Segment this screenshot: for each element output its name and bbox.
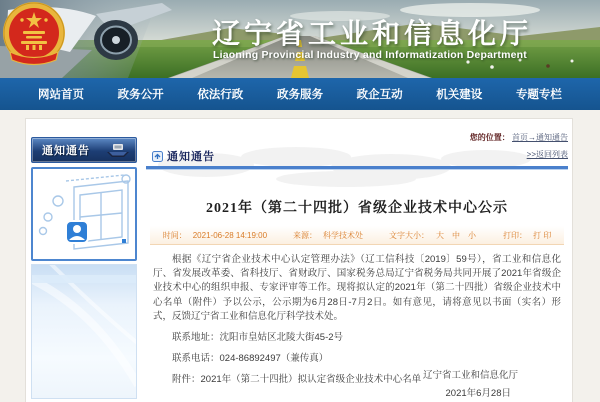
article-panel xyxy=(146,119,568,402)
nav-item-services[interactable]: 政务服务 xyxy=(276,89,323,101)
contact-phone: 联系电话：024-86892497（兼传真） xyxy=(172,353,329,365)
notice-illustration xyxy=(31,167,137,261)
contact-address: 联系地址：沈阳市皇姑区北陵大街45-2号 xyxy=(172,332,344,344)
breadcrumb-path[interactable]: 首页→通知通告 xyxy=(512,133,568,142)
meta-time: 2021-06-28 14:19:00 xyxy=(192,230,268,240)
sidebar-item-notices[interactable] xyxy=(31,137,137,163)
nav-item-law-admin[interactable]: 依法行政 xyxy=(197,89,244,101)
signature: 辽宁省工业和信息化厅 xyxy=(422,370,518,381)
site-subtitle: Liaoning Provincial Industry and Informatization Department xyxy=(213,49,527,61)
article-meta xyxy=(150,226,564,245)
fontsize-medium-button[interactable]: 中 xyxy=(452,230,461,240)
meta-fontsize-label: 文字大小： xyxy=(389,230,430,240)
nav-item-agency[interactable]: 机关建设 xyxy=(436,89,483,101)
fontsize-small-button[interactable]: 小 xyxy=(468,230,477,240)
return-to-list-link[interactable]: >>返回列表 xyxy=(526,150,568,159)
content-area xyxy=(25,118,573,402)
meta-source: 科学技术处 xyxy=(323,230,364,240)
section-icon xyxy=(152,151,163,162)
attachment-line: 附件：2021年（第二十四批）拟认定省级企业技术中心名单 xyxy=(172,374,422,386)
national-emblem-icon xyxy=(0,0,68,68)
signature-date: 2021年6月28日 xyxy=(445,388,511,399)
section-title: 通知通告 xyxy=(167,151,215,163)
sidebar-header-label: 通知通告 xyxy=(42,145,90,157)
print-button[interactable]: 打 印 xyxy=(533,230,552,240)
sidebar-panel xyxy=(31,264,137,399)
nav-item-interaction[interactable]: 政企互动 xyxy=(356,89,403,101)
printer-icon xyxy=(106,143,130,158)
section-divider xyxy=(146,166,568,170)
site-title: 辽宁省工业和信息化厅 xyxy=(212,18,533,49)
meta-print-label: 打印： xyxy=(503,230,528,240)
breadcrumb xyxy=(470,132,568,143)
nav-item-topics[interactable]: 专题专栏 xyxy=(515,89,562,101)
sidebar xyxy=(31,137,137,399)
meta-source-label: 来源： xyxy=(293,230,318,240)
breadcrumb-label: 您的位置： xyxy=(469,133,510,142)
meta-time-label: 时间： xyxy=(162,230,187,240)
section-header xyxy=(152,148,215,164)
nav-item-home[interactable]: 网站首页 xyxy=(38,89,84,101)
article-paragraph: 根据《辽宁省企业技术中心认定管理办法》（辽工信科技〔2019〕59号），省工业和信息化厅、省发展改革委、省科技厅、省财政厅、国家税务总局辽宁省税务局共同开展了2021年省级企业技术中心的组织申报、专家评审等工作。现将拟认定的2021年（第二十四批）省级企业技术中心名单（附件）予以公示，公示期为6月28日-7月2日。如有意见，请将意见以书面（实名）形式，反馈辽宁省工业和信息化厅科学技术处。 xyxy=(153,254,561,322)
nav-item-gov-info[interactable]: 政务公开 xyxy=(117,89,164,101)
main-nav xyxy=(0,78,600,110)
article-title: 2021年（第二十四批）省级企业技术中心公示 xyxy=(206,201,508,216)
header-banner xyxy=(0,0,600,78)
fontsize-large-button[interactable]: 大 xyxy=(436,230,445,240)
